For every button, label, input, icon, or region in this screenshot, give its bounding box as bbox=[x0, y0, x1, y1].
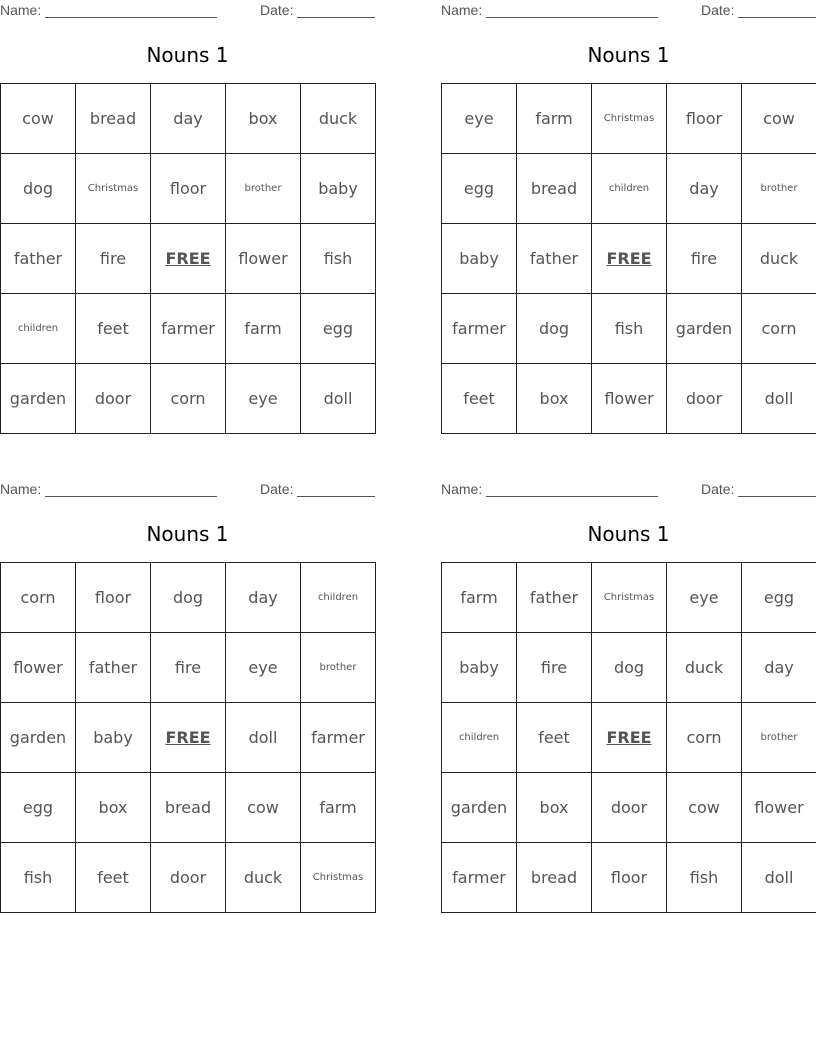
date-blank-line bbox=[738, 482, 816, 497]
bingo-cell: cow bbox=[667, 773, 742, 843]
bingo-cell: floor bbox=[151, 154, 226, 224]
bingo-cell: children bbox=[442, 703, 517, 773]
card-title: Nouns 1 bbox=[587, 522, 670, 546]
name-field bbox=[441, 481, 658, 497]
bingo-grid bbox=[0, 83, 376, 434]
bingo-cell: garden bbox=[1, 364, 76, 434]
free-space-cell: FREE bbox=[151, 224, 226, 294]
bingo-cell: egg bbox=[742, 563, 816, 633]
name-label: Name: bbox=[441, 2, 483, 18]
bingo-cell: doll bbox=[301, 364, 376, 434]
date-field bbox=[260, 481, 375, 497]
bingo-cell: bread bbox=[76, 84, 151, 154]
bingo-cell: box bbox=[76, 773, 151, 843]
bingo-cell: cow bbox=[1, 84, 76, 154]
bingo-cell: cow bbox=[742, 84, 816, 154]
bingo-cell: farm bbox=[517, 84, 592, 154]
bingo-cell: duck bbox=[301, 84, 376, 154]
bingo-cell: eye bbox=[667, 563, 742, 633]
bingo-cell: fire bbox=[517, 633, 592, 703]
bingo-cell: baby bbox=[442, 224, 517, 294]
bingo-cell: eye bbox=[226, 633, 301, 703]
bingo-cell: Christmas bbox=[592, 84, 667, 154]
grid-row bbox=[1, 563, 376, 633]
bingo-grid bbox=[441, 83, 816, 434]
bingo-cell: farm bbox=[301, 773, 376, 843]
bingo-card-1 bbox=[0, 0, 375, 435]
name-field bbox=[0, 481, 217, 497]
bingo-cell: doll bbox=[226, 703, 301, 773]
bingo-cell: fish bbox=[1, 843, 76, 913]
bingo-cell: dog bbox=[1, 154, 76, 224]
bingo-cell: bread bbox=[517, 843, 592, 913]
bingo-grid bbox=[441, 562, 816, 913]
grid-row bbox=[1, 703, 376, 773]
bingo-cell: day bbox=[667, 154, 742, 224]
date-blank-line bbox=[738, 3, 816, 18]
bingo-cell: dog bbox=[592, 633, 667, 703]
bingo-cell: farmer bbox=[442, 843, 517, 913]
name-blank-line bbox=[486, 482, 658, 497]
bingo-cell: fire bbox=[151, 633, 226, 703]
bingo-cell: fish bbox=[667, 843, 742, 913]
bingo-cell: garden bbox=[442, 773, 517, 843]
bingo-cell: corn bbox=[742, 294, 816, 364]
bingo-cell: corn bbox=[151, 364, 226, 434]
bingo-cell: dog bbox=[151, 563, 226, 633]
bingo-cell: bread bbox=[151, 773, 226, 843]
bingo-cell: farmer bbox=[151, 294, 226, 364]
bingo-cell: dog bbox=[517, 294, 592, 364]
bingo-cell: feet bbox=[517, 703, 592, 773]
card-title: Nouns 1 bbox=[146, 522, 229, 546]
grid-row bbox=[1, 843, 376, 913]
grid-row bbox=[1, 84, 376, 154]
bingo-cell: box bbox=[226, 84, 301, 154]
bingo-cell: flower bbox=[742, 773, 816, 843]
bingo-cell: egg bbox=[301, 294, 376, 364]
name-label: Name: bbox=[0, 481, 42, 497]
grid-row bbox=[1, 294, 376, 364]
bingo-cell: door bbox=[76, 364, 151, 434]
bingo-cell: box bbox=[517, 364, 592, 434]
grid-row bbox=[442, 563, 816, 633]
bingo-cell: farmer bbox=[442, 294, 517, 364]
name-label: Name: bbox=[441, 481, 483, 497]
bingo-cell: father bbox=[1, 224, 76, 294]
grid-row bbox=[442, 843, 816, 913]
bingo-cell: Christmas bbox=[592, 563, 667, 633]
date-field bbox=[701, 481, 816, 497]
date-label: Date: bbox=[701, 2, 735, 18]
bingo-cell: baby bbox=[76, 703, 151, 773]
grid-row bbox=[442, 773, 816, 843]
bingo-cell: door bbox=[667, 364, 742, 434]
bingo-cell: father bbox=[517, 563, 592, 633]
bingo-cell: flower bbox=[592, 364, 667, 434]
name-field bbox=[0, 2, 217, 18]
grid-row bbox=[442, 633, 816, 703]
bingo-cell: duck bbox=[226, 843, 301, 913]
bingo-cell: bread bbox=[517, 154, 592, 224]
bingo-cell: floor bbox=[592, 843, 667, 913]
bingo-cell: fire bbox=[667, 224, 742, 294]
bingo-cell: eye bbox=[442, 84, 517, 154]
grid-row bbox=[442, 703, 816, 773]
bingo-cell: fish bbox=[301, 224, 376, 294]
bingo-cell: day bbox=[151, 84, 226, 154]
bingo-cell: farm bbox=[442, 563, 517, 633]
bingo-cell: flower bbox=[226, 224, 301, 294]
bingo-cell: fire bbox=[76, 224, 151, 294]
bingo-cell: brother bbox=[226, 154, 301, 224]
grid-row bbox=[1, 633, 376, 703]
bingo-cell: farm bbox=[226, 294, 301, 364]
grid-row bbox=[442, 364, 816, 434]
bingo-cell: duck bbox=[742, 224, 816, 294]
grid-row bbox=[442, 154, 816, 224]
bingo-cell: floor bbox=[76, 563, 151, 633]
grid-row bbox=[1, 224, 376, 294]
name-blank-line bbox=[45, 482, 217, 497]
bingo-cell: Christmas bbox=[301, 843, 376, 913]
bingo-cell: day bbox=[226, 563, 301, 633]
bingo-cell: feet bbox=[442, 364, 517, 434]
date-label: Date: bbox=[260, 2, 294, 18]
bingo-cell: duck bbox=[667, 633, 742, 703]
bingo-cell: eye bbox=[226, 364, 301, 434]
bingo-cell: doll bbox=[742, 364, 816, 434]
bingo-card-2 bbox=[441, 0, 816, 435]
bingo-cell: flower bbox=[1, 633, 76, 703]
bingo-cell: door bbox=[151, 843, 226, 913]
free-space-cell: FREE bbox=[151, 703, 226, 773]
bingo-cell: egg bbox=[1, 773, 76, 843]
bingo-cell: garden bbox=[1, 703, 76, 773]
bingo-cell: brother bbox=[742, 154, 816, 224]
date-blank-line bbox=[297, 482, 375, 497]
bingo-cell: day bbox=[742, 633, 816, 703]
card-title: Nouns 1 bbox=[146, 43, 229, 67]
date-field bbox=[701, 2, 816, 18]
date-label: Date: bbox=[260, 481, 294, 497]
bingo-card-3 bbox=[0, 479, 375, 914]
bingo-cell: egg bbox=[442, 154, 517, 224]
bingo-cell: father bbox=[517, 224, 592, 294]
date-field bbox=[260, 2, 375, 18]
bingo-cell: Christmas bbox=[76, 154, 151, 224]
bingo-cell: garden bbox=[667, 294, 742, 364]
bingo-cell: children bbox=[301, 563, 376, 633]
bingo-cell: children bbox=[1, 294, 76, 364]
grid-row bbox=[442, 84, 816, 154]
name-label: Name: bbox=[0, 2, 42, 18]
bingo-cell: door bbox=[592, 773, 667, 843]
card-title: Nouns 1 bbox=[587, 43, 670, 67]
bingo-cell: doll bbox=[742, 843, 816, 913]
bingo-cell: feet bbox=[76, 843, 151, 913]
bingo-cell: cow bbox=[226, 773, 301, 843]
bingo-cell: baby bbox=[301, 154, 376, 224]
grid-row bbox=[1, 773, 376, 843]
grid-row bbox=[442, 224, 816, 294]
bingo-grid bbox=[0, 562, 376, 913]
bingo-cell: farmer bbox=[301, 703, 376, 773]
grid-row bbox=[442, 294, 816, 364]
free-space-cell: FREE bbox=[592, 703, 667, 773]
date-blank-line bbox=[297, 3, 375, 18]
bingo-cell: father bbox=[76, 633, 151, 703]
name-blank-line bbox=[45, 3, 217, 18]
name-field bbox=[441, 2, 658, 18]
name-blank-line bbox=[486, 3, 658, 18]
bingo-cell: floor bbox=[667, 84, 742, 154]
date-label: Date: bbox=[701, 481, 735, 497]
bingo-cell: corn bbox=[1, 563, 76, 633]
bingo-card-4 bbox=[441, 479, 816, 914]
grid-row bbox=[1, 154, 376, 224]
bingo-cell: box bbox=[517, 773, 592, 843]
free-space-cell: FREE bbox=[592, 224, 667, 294]
bingo-cell: feet bbox=[76, 294, 151, 364]
bingo-cell: brother bbox=[301, 633, 376, 703]
bingo-cell: fish bbox=[592, 294, 667, 364]
bingo-cell: brother bbox=[742, 703, 816, 773]
bingo-cell: corn bbox=[667, 703, 742, 773]
bingo-cell: baby bbox=[442, 633, 517, 703]
bingo-cell: children bbox=[592, 154, 667, 224]
grid-row bbox=[1, 364, 376, 434]
